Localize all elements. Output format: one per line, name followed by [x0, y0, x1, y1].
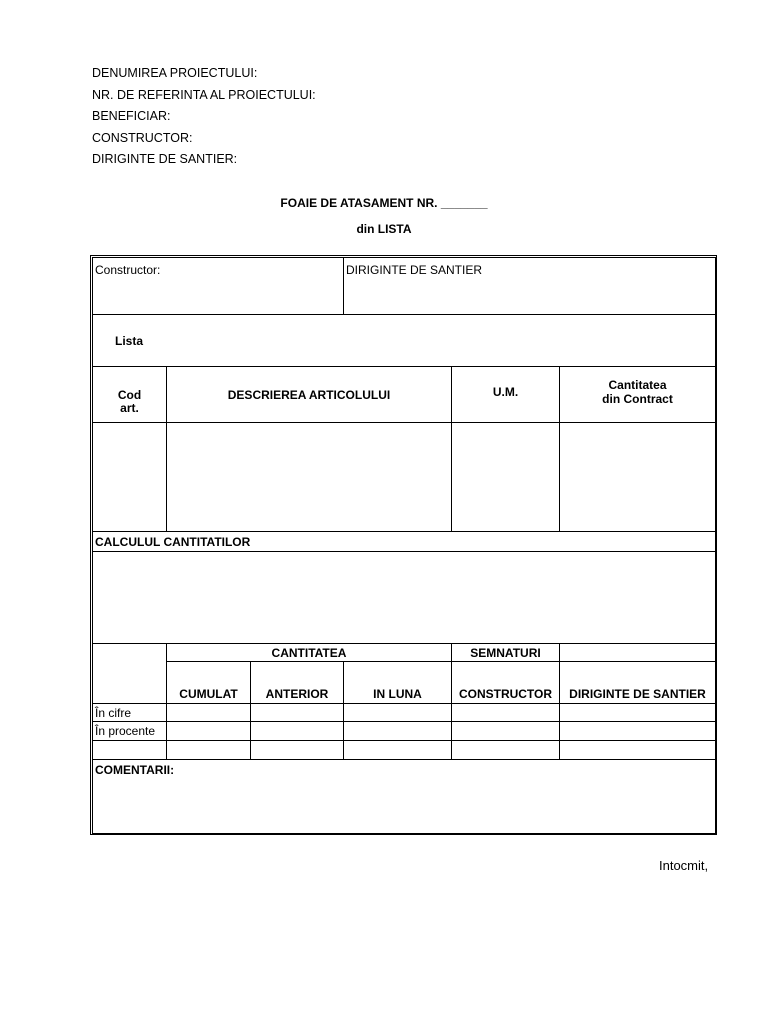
- lista-cell: [93, 315, 716, 367]
- lista-label: Lista: [115, 333, 144, 348]
- din-contract-label: din Contract: [602, 392, 673, 406]
- summary-group-row: [93, 644, 716, 662]
- parties-row: [93, 258, 716, 315]
- in-cifre-label-cell: [93, 704, 167, 722]
- lista-row: [93, 315, 716, 367]
- cantitatea-group-header: [167, 644, 452, 662]
- um-header: [452, 367, 560, 423]
- semnaturi-label: SEMNATURI: [470, 645, 541, 660]
- diriginte-cell: [344, 258, 716, 315]
- summary-corner-cell: [93, 644, 167, 704]
- diriginte-sig-header: [560, 662, 716, 704]
- um-entry-cell[interactable]: [452, 423, 560, 532]
- cantitatea-contract-header: [560, 367, 716, 423]
- in-luna-label: IN LUNA: [373, 687, 422, 701]
- document-title: FOAIE DE ATASAMENT NR. _______: [280, 196, 488, 210]
- blank-anterior[interactable]: [251, 741, 344, 760]
- article-entry-row: [93, 423, 716, 532]
- attachment-form-table: [92, 257, 716, 834]
- comentarii-row: [93, 760, 716, 834]
- calcul-label: CALCULUL CANTITATILOR: [95, 534, 251, 549]
- in-procente-constructor[interactable]: [452, 722, 560, 741]
- field-nr-referinta: NR. DE REFERINTA AL PROIECTULUI:: [92, 88, 316, 102]
- in-procente-anterior[interactable]: [251, 722, 344, 741]
- art-label: art.: [120, 400, 139, 415]
- diriginte-label: DIRIGINTE DE SANTIER: [346, 263, 483, 277]
- constructor-sig-label: CONSTRUCTOR: [458, 687, 553, 701]
- in-cifre-cumulat[interactable]: [167, 704, 251, 722]
- field-beneficiar: BENEFICIAR:: [92, 109, 171, 123]
- in-procente-cumulat[interactable]: [167, 722, 251, 741]
- in-cifre-label: În cifre: [95, 705, 132, 720]
- descriere-entry-cell[interactable]: [167, 423, 452, 532]
- field-diriginte: DIRIGINTE DE SANTIER:: [92, 152, 238, 166]
- calcul-entry-row: [93, 552, 716, 644]
- blank-label-cell: [93, 741, 167, 760]
- blank-summary-row: [93, 741, 716, 760]
- summary-subheader-row: [93, 662, 716, 704]
- calcul-header-cell: [93, 532, 716, 552]
- cantitatea-group-label: CANTITATEA: [271, 645, 347, 660]
- in-procente-row: [93, 722, 716, 741]
- constructor-cell: [93, 258, 344, 315]
- cumulat-label: CUMULAT: [179, 687, 238, 701]
- cod-art-header: [93, 367, 167, 423]
- document-subtitle: din LISTA: [356, 222, 412, 236]
- blank-diriginte[interactable]: [560, 741, 716, 760]
- in-cifre-in-luna[interactable]: [344, 704, 452, 722]
- calcul-header-row: [93, 532, 716, 552]
- blank-in-luna[interactable]: [344, 741, 452, 760]
- field-denumirea-proiectului: DENUMIREA PROIECTULUI:: [92, 66, 258, 80]
- semnaturi-empty-cell: [560, 644, 716, 662]
- in-luna-header: [344, 662, 452, 704]
- comentarii-cell[interactable]: [93, 760, 716, 834]
- calcul-entry-cell[interactable]: [93, 552, 716, 644]
- comentarii-label: COMENTARII:: [95, 763, 175, 777]
- in-cifre-constructor[interactable]: [452, 704, 560, 722]
- cantitate-entry-cell[interactable]: [560, 423, 716, 532]
- column-header-row: [93, 367, 716, 423]
- um-label: U.M.: [492, 385, 519, 399]
- in-procente-diriginte[interactable]: [560, 722, 716, 741]
- constructor-sig-header: [452, 662, 560, 704]
- intocmit-signature: Intocmit,: [659, 858, 709, 873]
- descriere-label: DESCRIEREA ARTICOLULUI: [227, 387, 391, 402]
- in-cifre-anterior[interactable]: [251, 704, 344, 722]
- blank-cumulat[interactable]: [167, 741, 251, 760]
- in-cifre-row: [93, 704, 716, 722]
- cumulat-header: [167, 662, 251, 704]
- descriere-header: [167, 367, 452, 423]
- cod-entry-cell[interactable]: [93, 423, 167, 532]
- diriginte-sig-label: DIRIGINTE DE SANTIER: [569, 687, 706, 701]
- in-procente-in-luna[interactable]: [344, 722, 452, 741]
- cantitatea-label: Cantitatea: [608, 378, 667, 392]
- field-constructor: CONSTRUCTOR:: [92, 131, 193, 145]
- in-cifre-diriginte[interactable]: [560, 704, 716, 722]
- constructor-label: Constructor:: [95, 263, 161, 277]
- blank-constructor[interactable]: [452, 741, 560, 760]
- semnaturi-group-header: [452, 644, 560, 662]
- in-procente-label-cell: [93, 722, 167, 741]
- in-procente-label: În procente: [95, 724, 156, 738]
- cod-label: Cod: [117, 387, 142, 402]
- anterior-label: ANTERIOR: [265, 687, 329, 701]
- anterior-header: [251, 662, 344, 704]
